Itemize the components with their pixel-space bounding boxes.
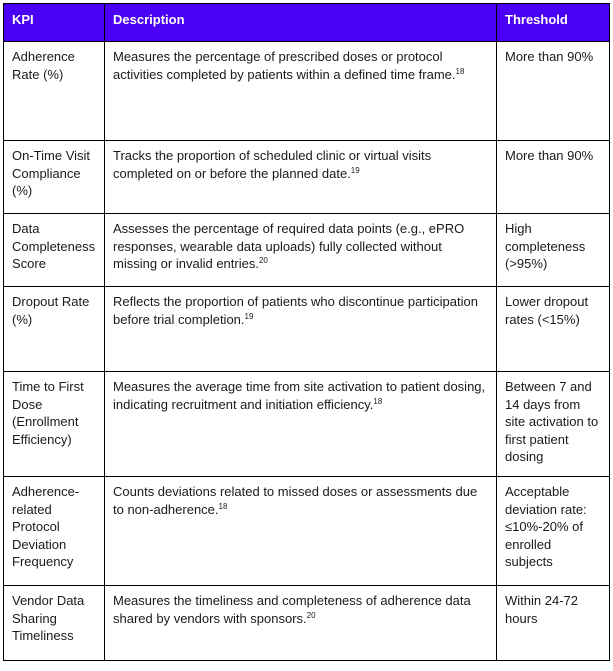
threshold-cell: Lower dropout rates (<15%) [497, 287, 610, 372]
description-cell [105, 42, 497, 141]
reference-number: 18 [455, 66, 465, 76]
description-text: Counts deviations related to missed doses or assessments due to non-adherence. [113, 484, 478, 517]
description-cell [105, 372, 497, 477]
table-row [4, 141, 610, 214]
description-cell [105, 287, 497, 372]
reference-number: 19 [350, 165, 360, 175]
threshold-cell: Acceptable deviation rate: ≤10%-20% of enrolled subjects [497, 477, 610, 586]
table-row [4, 372, 610, 477]
kpi-cell: Vendor Data Sharing Timeliness [4, 586, 105, 661]
kpi-cell: Adherence Rate (%) [4, 42, 105, 141]
threshold-cell: More than 90% [497, 141, 610, 214]
description-text: Measures the timeliness and completeness of adherence data shared by vendors with sponsors. [113, 593, 471, 626]
reference-number: 19 [244, 311, 254, 321]
header-kpi: KPI [4, 4, 105, 42]
threshold-cell: High completeness (>95%) [497, 214, 610, 287]
table-row [4, 477, 610, 586]
description-cell [105, 477, 497, 586]
reference-number: 20 [258, 256, 268, 265]
description-text: Assesses the percentage of required data points (e.g., ePRO responses, wearable data uploads) fully collected without missing or invalid entries. [113, 221, 465, 271]
header-description: Description [105, 4, 497, 42]
reference-number: 18 [373, 396, 383, 406]
table-row [4, 214, 610, 287]
kpi-table [3, 3, 610, 661]
header-threshold: Threshold [497, 4, 610, 42]
reference-number: 18 [218, 501, 228, 511]
table-row [4, 586, 610, 661]
kpi-cell: On-Time Visit Compliance (%) [4, 141, 105, 214]
threshold-cell: Between 7 and 14 days from site activation to first patient dosing [497, 372, 610, 477]
table-row [4, 42, 610, 141]
description-cell [105, 141, 497, 214]
header-row [4, 4, 610, 42]
table-row [4, 287, 610, 372]
description-text: Tracks the proportion of scheduled clinic or virtual visits completed on or before the planned date. [113, 148, 432, 181]
description-cell [105, 214, 497, 287]
threshold-cell: Within 24-72 hours [497, 586, 610, 661]
description-cell [105, 586, 497, 661]
reference-number: 20 [306, 610, 316, 620]
kpi-cell: Adherence-related Protocol Deviation Frequency [4, 477, 105, 586]
threshold-cell: More than 90% [497, 42, 610, 141]
description-text: Reflects the proportion of patients who discontinue participation before trial completion. [113, 294, 478, 327]
kpi-cell: Data Completeness Score [4, 214, 105, 287]
description-text: Measures the average time from site activation to patient dosing, indicating recruitment and initiation efficiency. [113, 379, 486, 412]
kpi-cell: Dropout Rate (%) [4, 287, 105, 372]
kpi-cell: Time to First Dose (Enrollment Efficiency) [4, 372, 105, 477]
description-text: Measures the percentage of prescribed doses or protocol activities completed by patients within a defined time frame. [113, 49, 456, 82]
